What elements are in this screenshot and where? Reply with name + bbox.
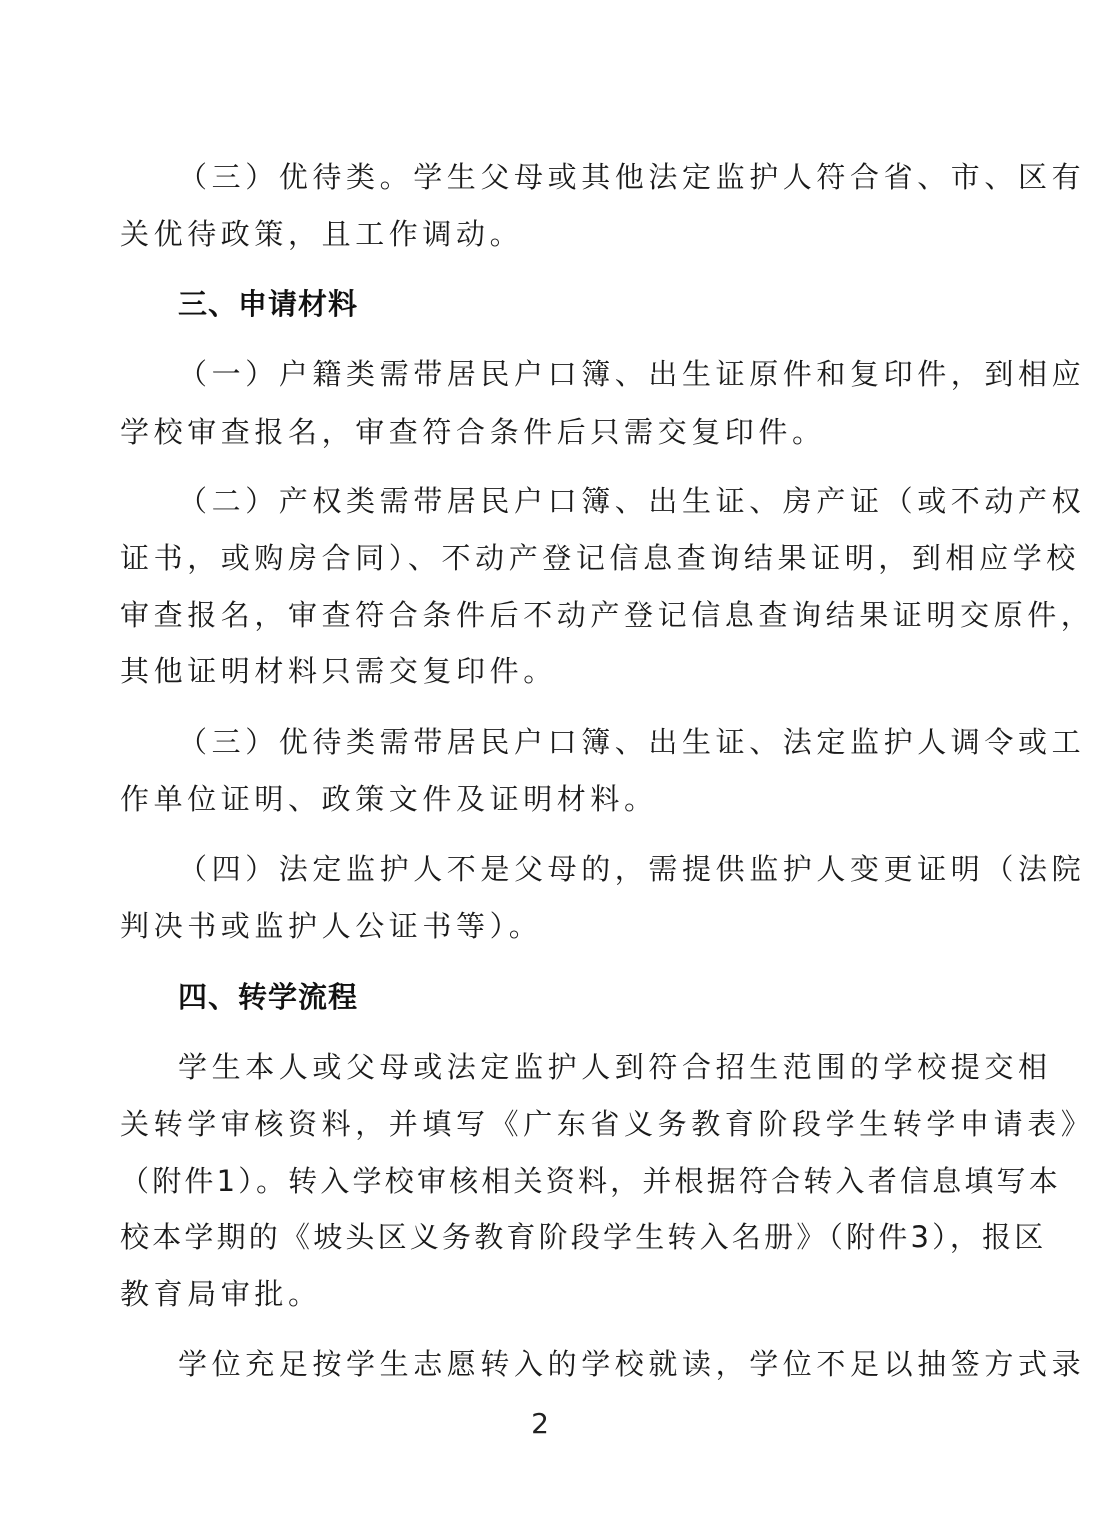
- paragraph-line: 关转学审核资料，并填写《广东省义务教育阶段学生转学申请表》: [120, 1107, 1094, 1141]
- page-number: 2: [531, 1407, 549, 1440]
- paragraph-line: （四）法定监护人不是父母的，需提供监护人变更证明（法院: [178, 852, 1086, 886]
- paragraph-line: （一）户籍类需带居民户口簿、出生证原件和复印件，到相应: [178, 357, 1086, 391]
- paragraph-line: 关优待政策，且工作调动。: [120, 217, 524, 251]
- section-heading-3: 三、申请材料: [178, 287, 359, 321]
- paragraph-line: 教育局审批。: [120, 1277, 322, 1311]
- section-heading-4: 四、转学流程: [178, 980, 359, 1014]
- paragraph-line: （三）优待类需带居民户口簿、出生证、法定监护人调令或工: [178, 725, 1086, 759]
- paragraph-line: 证书，或购房合同）、不动产登记信息查询结果证明，到相应学校: [120, 541, 1080, 575]
- paragraph-line: 学校审查报名，审查符合条件后只需交复印件。: [120, 415, 826, 449]
- paragraph-line: 判决书或监护人公证书等）。: [120, 909, 543, 943]
- paragraph-line: 学位充足按学生志愿转入的学校就读，学位不足以抽签方式录: [178, 1347, 1086, 1381]
- paragraph-line: （附件1）。转入学校审核相关资料，并根据符合转入者信息填写本: [120, 1164, 1061, 1198]
- paragraph-line: 学生本人或父母或法定监护人到符合招生范围的学校提交相: [178, 1050, 1052, 1084]
- paragraph-line: 作单位证明、政策文件及证明材料。: [120, 782, 658, 816]
- paragraph-line: （二）产权类需带居民户口簿、出生证、房产证（或不动产权: [178, 484, 1086, 518]
- paragraph-line: 校本学期的《坡头区义务教育阶段学生转入名册》（附件3），报区: [120, 1220, 1047, 1254]
- paragraph-line: 其他证明材料只需交复印件。: [120, 654, 557, 688]
- paragraph-line: （三）优待类。学生父母或其他法定监护人符合省、市、区有: [178, 160, 1086, 194]
- paragraph-line: 审查报名，审查符合条件后不动产登记信息查询结果证明交原件，: [120, 598, 1094, 632]
